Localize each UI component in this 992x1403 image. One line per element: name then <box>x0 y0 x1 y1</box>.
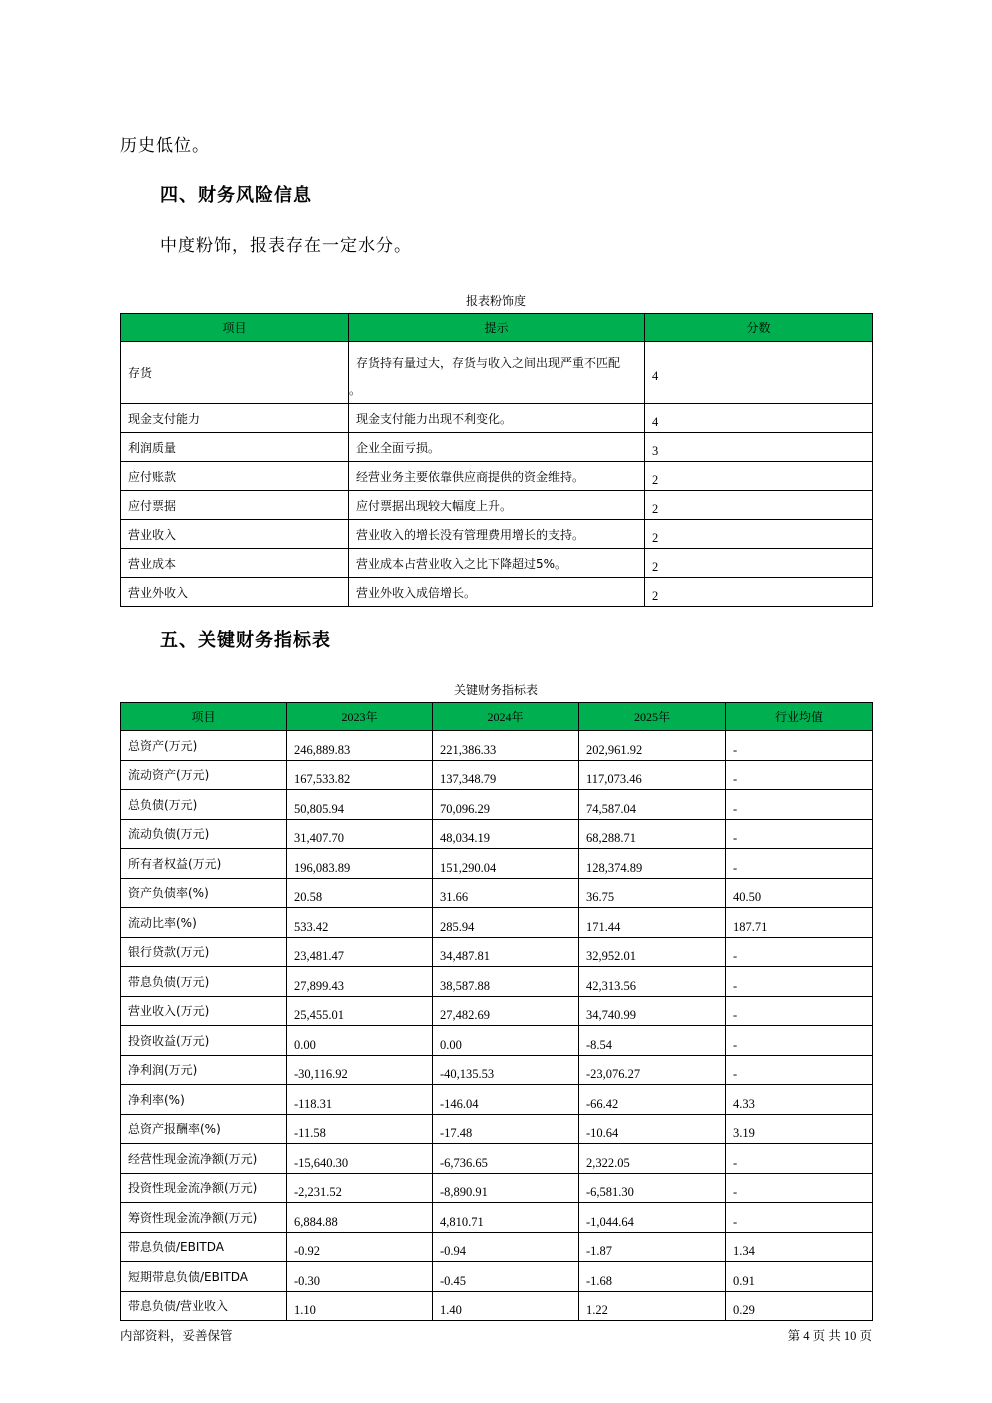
row-value-2024: -17.48 <box>433 1114 579 1144</box>
row-value-2023: -2,231.52 <box>287 1173 433 1203</box>
row-value-2024: 151,290.04 <box>433 849 579 879</box>
row-industry-average: 1.34 <box>726 1232 873 1262</box>
table-row <box>121 404 873 433</box>
row-value-2025: -66.42 <box>579 1085 726 1115</box>
row-value-2023: 6,884.88 <box>287 1203 433 1233</box>
row-value-2024: 70,096.29 <box>433 790 579 820</box>
row-value-2024: 38,587.88 <box>433 967 579 997</box>
row-industry-average: 4.33 <box>726 1085 873 1115</box>
table-row <box>121 1203 873 1233</box>
row-value-2023: 31,407.70 <box>287 819 433 849</box>
header-item: 项目 <box>121 314 349 342</box>
row-item: 净利率(%) <box>121 1085 287 1115</box>
row-industry-average: - <box>726 1144 873 1174</box>
row-score: 2 <box>645 491 873 520</box>
row-industry-average: 3.19 <box>726 1114 873 1144</box>
row-industry-average: - <box>726 760 873 790</box>
header-score: 分数 <box>645 314 873 342</box>
row-value-2024: -40,135.53 <box>433 1055 579 1085</box>
row-value-2025: 42,313.56 <box>579 967 726 997</box>
table-row <box>121 1055 873 1085</box>
row-item: 营业收入 <box>121 520 349 549</box>
row-value-2025: -1.68 <box>579 1262 726 1292</box>
row-item: 筹资性现金流净额(万元) <box>121 1203 287 1233</box>
row-value-2023: -30,116.92 <box>287 1055 433 1085</box>
row-industry-average: - <box>726 996 873 1026</box>
row-value-2023: -15,640.30 <box>287 1144 433 1174</box>
row-item: 短期带息负债/EBITDA <box>121 1262 287 1292</box>
table-row <box>121 549 873 578</box>
row-value-2025: 171.44 <box>579 908 726 938</box>
section-heading-financial-risk: 四、财务风险信息 <box>160 185 312 206</box>
row-value-2025: 117,073.46 <box>579 760 726 790</box>
table-row <box>121 462 873 491</box>
row-item: 营业收入(万元) <box>121 996 287 1026</box>
header-2023: 2023年 <box>287 703 433 731</box>
row-value-2024: 31.66 <box>433 878 579 908</box>
row-industry-average: - <box>726 731 873 761</box>
row-value-2025: -8.54 <box>579 1026 726 1056</box>
header-industry-average: 行业均值 <box>726 703 873 731</box>
header-2024: 2024年 <box>433 703 579 731</box>
row-industry-average: - <box>726 1203 873 1233</box>
row-item: 利润质量 <box>121 433 349 462</box>
row-item: 投资性现金流净额(万元) <box>121 1173 287 1203</box>
table-row <box>121 790 873 820</box>
row-item: 流动资产(万元) <box>121 760 287 790</box>
row-industry-average: - <box>726 967 873 997</box>
row-item: 流动负债(万元) <box>121 819 287 849</box>
row-industry-average: 40.50 <box>726 878 873 908</box>
row-value-2025: 1.22 <box>579 1291 726 1321</box>
row-value-2023: -0.30 <box>287 1262 433 1292</box>
table-row <box>121 1232 873 1262</box>
row-hint: 企业全面亏损。 <box>349 433 645 462</box>
table-row <box>121 760 873 790</box>
row-value-2023: 0.00 <box>287 1026 433 1056</box>
row-item: 现金支付能力 <box>121 404 349 433</box>
table-row <box>121 996 873 1026</box>
row-value-2024: -6,736.65 <box>433 1144 579 1174</box>
row-score: 2 <box>645 462 873 491</box>
row-value-2025: 34,740.99 <box>579 996 726 1026</box>
row-value-2024: -0.94 <box>433 1232 579 1262</box>
table-row <box>121 1114 873 1144</box>
row-value-2025: -6,581.30 <box>579 1173 726 1203</box>
key-financial-indicators-table <box>120 702 873 1321</box>
row-value-2025: -10.64 <box>579 1114 726 1144</box>
table-row <box>121 491 873 520</box>
row-value-2024: 285.94 <box>433 908 579 938</box>
row-industry-average: - <box>726 1173 873 1203</box>
row-item: 应付票据 <box>121 491 349 520</box>
row-industry-average: 187.71 <box>726 908 873 938</box>
row-item: 投资收益(万元) <box>121 1026 287 1056</box>
table-header-row <box>121 314 873 342</box>
section-heading-key-indicators: 五、关键财务指标表 <box>160 630 331 651</box>
row-value-2024: 27,482.69 <box>433 996 579 1026</box>
row-item: 应付账款 <box>121 462 349 491</box>
row-value-2023: 50,805.94 <box>287 790 433 820</box>
row-value-2024: 221,386.33 <box>433 731 579 761</box>
row-industry-average: 0.29 <box>726 1291 873 1321</box>
table-row <box>121 1173 873 1203</box>
row-value-2025: 36.75 <box>579 878 726 908</box>
row-score: 2 <box>645 578 873 607</box>
row-hint <box>349 342 645 404</box>
row-item: 总资产(万元) <box>121 731 287 761</box>
row-value-2024: 34,487.81 <box>433 937 579 967</box>
row-industry-average: - <box>726 849 873 879</box>
table-row <box>121 819 873 849</box>
table-row <box>121 937 873 967</box>
row-value-2023: 196,083.89 <box>287 849 433 879</box>
row-value-2025: 2,322.05 <box>579 1144 726 1174</box>
row-value-2025: 128,374.89 <box>579 849 726 879</box>
row-hint: 现金支付能力出现不利变化。 <box>349 404 645 433</box>
table-caption-whitewash: 报表粉饰度 <box>465 294 526 308</box>
table-row <box>121 1026 873 1056</box>
table-row <box>121 908 873 938</box>
risk-summary: 中度粉饰，报表存在一定水分。 <box>160 236 412 256</box>
table-row <box>121 433 873 462</box>
table-row <box>121 731 873 761</box>
row-item: 带息负债(万元) <box>121 967 287 997</box>
row-hint-line2: 。 <box>349 383 362 397</box>
row-industry-average: - <box>726 790 873 820</box>
whitewash-degree-table <box>120 313 873 607</box>
row-value-2024: -8,890.91 <box>433 1173 579 1203</box>
table-row <box>121 1144 873 1174</box>
row-value-2024: 0.00 <box>433 1026 579 1056</box>
row-value-2023: 20.58 <box>287 878 433 908</box>
row-value-2025: -1,044.64 <box>579 1203 726 1233</box>
row-hint: 经营业务主要依靠供应商提供的资金维持。 <box>349 462 645 491</box>
row-value-2023: 167,533.82 <box>287 760 433 790</box>
row-industry-average: 0.91 <box>726 1262 873 1292</box>
row-item: 净利润(万元) <box>121 1055 287 1085</box>
intro-paragraph-tail: 历史低位。 <box>120 136 210 156</box>
footer-page-number: 第 4 页 共 10 页 <box>787 1329 872 1343</box>
row-item: 总负债(万元) <box>121 790 287 820</box>
row-value-2025: 202,961.92 <box>579 731 726 761</box>
header-item: 项目 <box>121 703 287 731</box>
row-score: 4 <box>645 342 873 404</box>
row-score: 3 <box>645 433 873 462</box>
row-value-2023: -11.58 <box>287 1114 433 1144</box>
row-value-2023: 533.42 <box>287 908 433 938</box>
row-value-2025: 32,952.01 <box>579 937 726 967</box>
row-value-2025: 74,587.04 <box>579 790 726 820</box>
header-hint: 提示 <box>349 314 645 342</box>
row-value-2024: 4,810.71 <box>433 1203 579 1233</box>
row-industry-average: - <box>726 1055 873 1085</box>
row-hint-line1: 存货持有量过大，存货与收入之间出现严重不匹配 <box>356 356 621 370</box>
row-item: 所有者权益(万元) <box>121 849 287 879</box>
row-value-2023: 25,455.01 <box>287 996 433 1026</box>
row-item: 带息负债/EBITDA <box>121 1232 287 1262</box>
row-hint: 营业外收入成倍增长。 <box>349 578 645 607</box>
row-item: 存货 <box>121 342 349 404</box>
table-row <box>121 1085 873 1115</box>
row-hint: 营业收入的增长没有管理费用增长的支持。 <box>349 520 645 549</box>
row-item: 总资产报酬率(%) <box>121 1114 287 1144</box>
table-caption-key-indicators: 关键财务指标表 <box>453 683 538 697</box>
row-item: 银行贷款(万元) <box>121 937 287 967</box>
row-value-2023: 27,899.43 <box>287 967 433 997</box>
row-value-2023: 1.10 <box>287 1291 433 1321</box>
row-item: 营业成本 <box>121 549 349 578</box>
row-value-2023: 246,889.83 <box>287 731 433 761</box>
row-industry-average: - <box>726 937 873 967</box>
row-industry-average: - <box>726 819 873 849</box>
table-row <box>121 967 873 997</box>
row-value-2025: -23,076.27 <box>579 1055 726 1085</box>
row-value-2024: 137,348.79 <box>433 760 579 790</box>
row-value-2024: 1.40 <box>433 1291 579 1321</box>
row-value-2024: 48,034.19 <box>433 819 579 849</box>
table-row <box>121 849 873 879</box>
table-row <box>121 878 873 908</box>
table-row <box>121 578 873 607</box>
header-2025: 2025年 <box>579 703 726 731</box>
row-value-2025: 68,288.71 <box>579 819 726 849</box>
row-value-2023: 23,481.47 <box>287 937 433 967</box>
table-row <box>121 1262 873 1292</box>
row-item: 带息负债/营业收入 <box>121 1291 287 1321</box>
row-value-2024: -146.04 <box>433 1085 579 1115</box>
row-value-2024: -0.45 <box>433 1262 579 1292</box>
table-row <box>121 342 873 404</box>
row-industry-average: - <box>726 1026 873 1056</box>
table-row <box>121 520 873 549</box>
footer-confidential-note: 内部资料，妥善保管 <box>120 1328 233 1343</box>
row-score: 4 <box>645 404 873 433</box>
row-hint: 应付票据出现较大幅度上升。 <box>349 491 645 520</box>
row-item: 经营性现金流净额(万元) <box>121 1144 287 1174</box>
row-score: 2 <box>645 549 873 578</box>
table-row <box>121 1291 873 1321</box>
row-value-2023: -0.92 <box>287 1232 433 1262</box>
row-value-2023: -118.31 <box>287 1085 433 1115</box>
row-item: 营业外收入 <box>121 578 349 607</box>
row-item: 资产负债率(%) <box>121 878 287 908</box>
row-score: 2 <box>645 520 873 549</box>
row-item: 流动比率(%) <box>121 908 287 938</box>
table-header-row <box>121 703 873 731</box>
row-hint: 营业成本占营业收入之比下降超过5%。 <box>349 549 645 578</box>
row-value-2025: -1.87 <box>579 1232 726 1262</box>
